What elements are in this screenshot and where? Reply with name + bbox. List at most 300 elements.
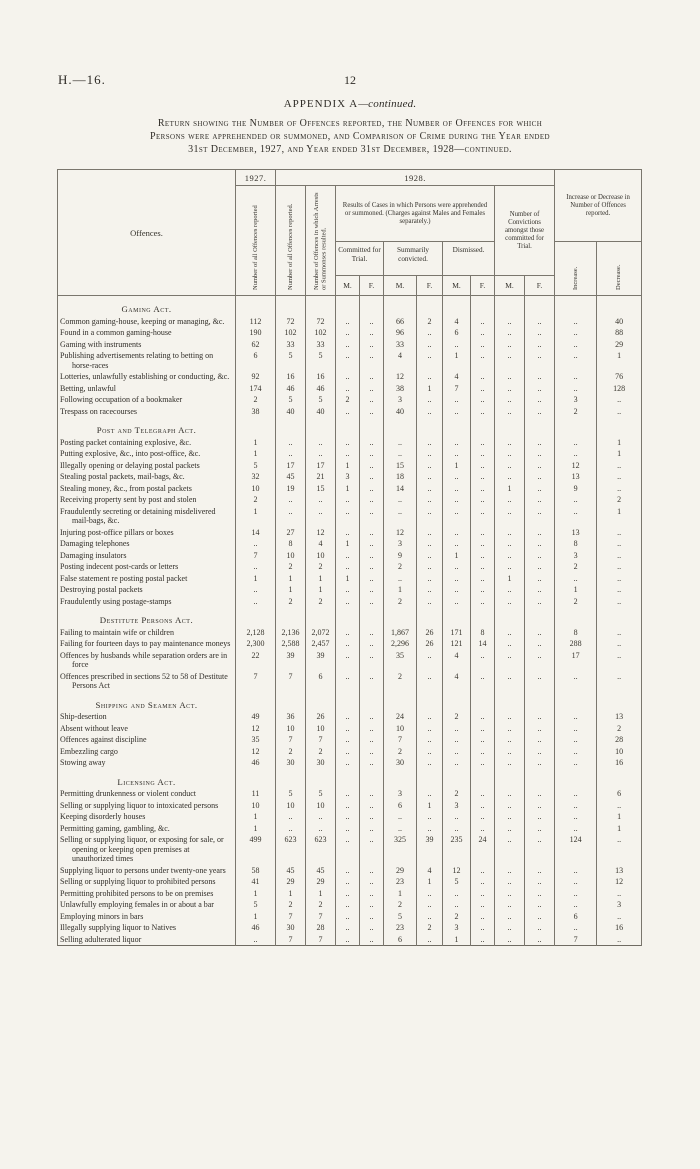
table-row <box>58 865 642 877</box>
empty-cell <box>525 607 555 627</box>
col-subgroup-committed-for-trial: Committed for Trial. <box>336 242 384 276</box>
cell-value: .. <box>236 584 276 596</box>
cell-value: .. <box>443 823 471 835</box>
empty-cell <box>236 607 276 627</box>
cell-value: 13 <box>555 471 597 483</box>
cell-value: .. <box>525 561 555 573</box>
cell-value: .. <box>306 823 336 835</box>
cell-value: 1 <box>276 584 306 596</box>
cell-value: .. <box>443 483 471 495</box>
offence-name: Failing for fourteen days to pay maintenance moneys <box>58 638 236 650</box>
cell-value: .. <box>336 339 360 351</box>
col-header-offences: Offences. <box>58 170 236 296</box>
cell-value: 13 <box>597 711 642 723</box>
cell-value: .. <box>555 506 597 527</box>
cell-value: .. <box>495 538 525 550</box>
cell-value: .. <box>471 350 495 371</box>
cell-value: 4 <box>384 350 417 371</box>
empty-cell <box>384 417 417 437</box>
section-header-row <box>58 769 642 789</box>
offence-name: Damaging insulators <box>58 550 236 562</box>
cell-value: 22 <box>236 650 276 671</box>
table-row <box>58 934 642 946</box>
cell-value: .. <box>384 448 417 460</box>
cell-value: .. <box>495 550 525 562</box>
cell-value: .. <box>525 406 555 418</box>
cell-value: .. <box>525 911 555 923</box>
cell-value: .. <box>417 671 443 692</box>
table-row <box>58 746 642 758</box>
cell-value: .. <box>555 876 597 888</box>
cell-value: .. <box>495 506 525 527</box>
empty-cell <box>443 607 471 627</box>
cell-value: .. <box>471 327 495 339</box>
cell-value: 102 <box>306 327 336 339</box>
cell-value: 10 <box>306 723 336 735</box>
empty-cell <box>443 692 471 712</box>
cell-value: .. <box>443 888 471 900</box>
cell-value: 26 <box>306 711 336 723</box>
cell-value: 6 <box>306 671 336 692</box>
cell-value: 12 <box>236 723 276 735</box>
cell-value: 35 <box>384 650 417 671</box>
cell-value: 1 <box>495 573 525 585</box>
cell-value: 7 <box>306 934 336 946</box>
cell-value: 24 <box>471 834 495 865</box>
cell-value: .. <box>525 800 555 812</box>
offence-name: Offences against discipline <box>58 734 236 746</box>
cell-value: 28 <box>597 734 642 746</box>
empty-cell <box>336 692 360 712</box>
cell-value: 2,300 <box>236 638 276 650</box>
empty-cell <box>276 769 306 789</box>
cell-value: 1 <box>597 437 642 449</box>
empty-cell <box>360 417 384 437</box>
table-row <box>58 316 642 328</box>
cell-value: .. <box>306 448 336 460</box>
cell-value: .. <box>336 899 360 911</box>
cell-value: .. <box>471 339 495 351</box>
empty-cell <box>360 692 384 712</box>
table-row <box>58 406 642 418</box>
empty-cell <box>336 417 360 437</box>
cell-value: 2 <box>384 746 417 758</box>
cell-value: .. <box>417 650 443 671</box>
empty-cell <box>384 296 417 316</box>
table-row <box>58 888 642 900</box>
cell-value: 76 <box>597 371 642 383</box>
offence-name: Injuring post-office pillars or boxes <box>58 527 236 539</box>
cell-value: 36 <box>276 711 306 723</box>
table-row <box>58 876 642 888</box>
cell-value: .. <box>417 494 443 506</box>
cell-value: 2 <box>443 911 471 923</box>
cell-value: .. <box>525 471 555 483</box>
cell-value: .. <box>555 383 597 395</box>
cell-value: .. <box>471 596 495 608</box>
cell-value: 30 <box>276 757 306 769</box>
cell-value: .. <box>555 899 597 911</box>
cell-value: .. <box>360 527 384 539</box>
cell-value: 4 <box>443 650 471 671</box>
cell-value: .. <box>276 448 306 460</box>
cell-value: 29 <box>276 876 306 888</box>
cell-value: .. <box>360 788 384 800</box>
cell-value: .. <box>495 650 525 671</box>
cell-value: 45 <box>276 865 306 877</box>
cell-value: .. <box>336 671 360 692</box>
cell-value: 16 <box>597 922 642 934</box>
cell-value: .. <box>360 538 384 550</box>
table-row <box>58 561 642 573</box>
cell-value: 23 <box>384 876 417 888</box>
table-row <box>58 757 642 769</box>
cell-value: .. <box>597 911 642 923</box>
cell-value: .. <box>417 460 443 472</box>
cell-value: .. <box>384 573 417 585</box>
cell-value: 12 <box>597 876 642 888</box>
cell-value: 40 <box>276 406 306 418</box>
table-row <box>58 371 642 383</box>
cell-value: .. <box>495 823 525 835</box>
table-row <box>58 471 642 483</box>
cell-value: 7 <box>384 734 417 746</box>
empty-cell <box>360 769 384 789</box>
cell-value: .. <box>525 350 555 371</box>
cell-value: .. <box>417 483 443 495</box>
cell-value: 4 <box>417 865 443 877</box>
cell-value: 124 <box>555 834 597 865</box>
cell-value: .. <box>525 671 555 692</box>
cell-value: 112 <box>236 316 276 328</box>
cell-value: .. <box>597 671 642 692</box>
table-row <box>58 788 642 800</box>
offence-name: Damaging telephones <box>58 538 236 550</box>
cell-value: .. <box>555 350 597 371</box>
empty-cell <box>525 692 555 712</box>
offence-name: Employing minors in bars <box>58 911 236 923</box>
cell-value: .. <box>525 538 555 550</box>
cell-value: .. <box>555 339 597 351</box>
cell-value: .. <box>360 650 384 671</box>
cell-value: .. <box>417 746 443 758</box>
cell-value: .. <box>555 723 597 735</box>
empty-cell <box>384 769 417 789</box>
cell-value: .. <box>525 638 555 650</box>
empty-cell <box>555 769 597 789</box>
cell-value: 1 <box>443 350 471 371</box>
cell-value: .. <box>443 596 471 608</box>
cell-value: 72 <box>276 316 306 328</box>
cell-value: .. <box>417 437 443 449</box>
cell-value: 10 <box>597 746 642 758</box>
cell-value: 7 <box>555 934 597 946</box>
cell-value: 1 <box>417 383 443 395</box>
cell-value: 2 <box>276 746 306 758</box>
cell-value: .. <box>525 327 555 339</box>
cell-value: .. <box>495 471 525 483</box>
cell-value: 3 <box>384 788 417 800</box>
cell-value: 7 <box>443 383 471 395</box>
cell-value: .. <box>471 723 495 735</box>
cell-value: 2 <box>597 723 642 735</box>
cell-value: 29 <box>384 865 417 877</box>
offence-name: Offences prescribed in sections 52 to 58 of Destitute Persons Act <box>58 671 236 692</box>
cell-value: 12 <box>443 865 471 877</box>
cell-value: 2 <box>276 899 306 911</box>
empty-cell <box>597 417 642 437</box>
offence-name: Failing to maintain wife or children <box>58 627 236 639</box>
cell-value: .. <box>471 671 495 692</box>
cell-value: 5 <box>306 394 336 406</box>
cell-value: .. <box>360 383 384 395</box>
offence-name: Putting explosive, &c., into post-office, &c. <box>58 448 236 460</box>
cell-value: 24 <box>384 711 417 723</box>
section-header-row <box>58 607 642 627</box>
cell-value: 6 <box>384 934 417 946</box>
cell-value: 2 <box>555 596 597 608</box>
empty-cell <box>306 769 336 789</box>
cell-value: 1 <box>555 584 597 596</box>
cell-value: .. <box>336 734 360 746</box>
cell-value: .. <box>360 911 384 923</box>
cell-value: 1 <box>443 934 471 946</box>
cell-value: .. <box>495 934 525 946</box>
cell-value: 190 <box>236 327 276 339</box>
empty-cell <box>276 692 306 712</box>
cell-value: 1 <box>236 448 276 460</box>
cell-value: 17 <box>555 650 597 671</box>
cell-value: .. <box>495 865 525 877</box>
cell-value: 10 <box>306 800 336 812</box>
cell-value: .. <box>495 876 525 888</box>
cell-value: .. <box>597 471 642 483</box>
cell-value: .. <box>417 584 443 596</box>
cell-value: 1 <box>597 811 642 823</box>
cell-value: .. <box>443 437 471 449</box>
cell-value: .. <box>336 711 360 723</box>
cell-value: .. <box>360 834 384 865</box>
cell-value: .. <box>360 899 384 911</box>
cell-value: 2 <box>306 899 336 911</box>
cell-value: 23 <box>384 922 417 934</box>
vertical-label: Number of all Offences reported. <box>286 203 294 290</box>
cell-value: .. <box>495 911 525 923</box>
col-header-committed-female: F. <box>360 276 384 296</box>
cell-value: .. <box>443 448 471 460</box>
col-header-committed-male: M. <box>336 276 360 296</box>
cell-value: .. <box>417 350 443 371</box>
cell-value: .. <box>276 506 306 527</box>
cell-value: .. <box>597 527 642 539</box>
cell-value: 3 <box>443 800 471 812</box>
cell-value: .. <box>471 746 495 758</box>
empty-cell <box>495 607 525 627</box>
cell-value: 5 <box>236 460 276 472</box>
cell-value: .. <box>360 394 384 406</box>
cell-value: .. <box>471 538 495 550</box>
cell-value: .. <box>555 823 597 835</box>
cell-value: .. <box>384 811 417 823</box>
empty-cell <box>306 417 336 437</box>
cell-value: .. <box>471 383 495 395</box>
cell-value: 7 <box>236 671 276 692</box>
cell-value: .. <box>525 316 555 328</box>
empty-cell <box>336 607 360 627</box>
cell-value: .. <box>360 723 384 735</box>
offence-name: Betting, unlawful <box>58 383 236 395</box>
offence-name: Embezzling cargo <box>58 746 236 758</box>
cell-value: .. <box>443 757 471 769</box>
cell-value: .. <box>276 437 306 449</box>
empty-cell <box>306 296 336 316</box>
cell-value: .. <box>495 561 525 573</box>
cell-value: .. <box>525 757 555 769</box>
cell-value: .. <box>336 406 360 418</box>
cell-value: .. <box>384 823 417 835</box>
cell-value: 10 <box>306 550 336 562</box>
cell-value: 2 <box>555 406 597 418</box>
cell-value: 29 <box>597 339 642 351</box>
offence-name: Offences by husbands while separation orders are in force <box>58 650 236 671</box>
offence-name: Fraudulently using postage-stamps <box>58 596 236 608</box>
col-header-convictions-female: F. <box>525 276 555 296</box>
cell-value: 5 <box>236 899 276 911</box>
empty-cell <box>276 607 306 627</box>
cell-value: .. <box>336 800 360 812</box>
empty-cell <box>306 607 336 627</box>
offence-name: Absent without leave <box>58 723 236 735</box>
cell-value: .. <box>360 350 384 371</box>
empty-cell <box>597 607 642 627</box>
cell-value: .. <box>597 394 642 406</box>
empty-cell <box>417 607 443 627</box>
cell-value: .. <box>597 573 642 585</box>
cell-value: 10 <box>384 723 417 735</box>
cell-value: 2 <box>236 494 276 506</box>
cell-value: 1 <box>417 876 443 888</box>
empty-cell <box>236 296 276 316</box>
cell-value: .. <box>471 788 495 800</box>
cell-value: 38 <box>384 383 417 395</box>
offence-name: Lotteries, unlawfully establishing or conducting, &c. <box>58 371 236 383</box>
cell-value: 17 <box>276 460 306 472</box>
cell-value: 2 <box>597 494 642 506</box>
cell-value: .. <box>236 538 276 550</box>
offence-name: Common gaming-house, keeping or managing, &c. <box>58 316 236 328</box>
cell-value: 15 <box>384 460 417 472</box>
cell-value: .. <box>360 316 384 328</box>
cell-value: .. <box>384 494 417 506</box>
cell-value: .. <box>443 723 471 735</box>
cell-value: 32 <box>236 471 276 483</box>
cell-value: .. <box>443 734 471 746</box>
cell-value: 2 <box>236 394 276 406</box>
cell-value: 8 <box>276 538 306 550</box>
cell-value: .. <box>360 506 384 527</box>
empty-cell <box>417 692 443 712</box>
cell-value: 39 <box>417 834 443 865</box>
offence-name: Illegally supplying liquor to Natives <box>58 922 236 934</box>
cell-value: 7 <box>276 734 306 746</box>
empty-cell <box>555 607 597 627</box>
cell-value: 30 <box>276 922 306 934</box>
cell-value: 10 <box>236 483 276 495</box>
cell-value: 17 <box>306 460 336 472</box>
cell-value: .. <box>471 561 495 573</box>
empty-cell <box>384 607 417 627</box>
offence-name: Permitting drunkenness or violent conduct <box>58 788 236 800</box>
cell-value: 4 <box>443 371 471 383</box>
cell-value: .. <box>443 527 471 539</box>
cell-value: .. <box>555 448 597 460</box>
cell-value: 46 <box>236 922 276 934</box>
cell-value: .. <box>525 865 555 877</box>
cell-value: .. <box>336 888 360 900</box>
cell-value: .. <box>384 506 417 527</box>
cell-value: .. <box>495 834 525 865</box>
offence-name: Publishing advertisements relating to betting on horse-races <box>58 350 236 371</box>
cell-value: 1 <box>417 800 443 812</box>
cell-value: .. <box>525 823 555 835</box>
cell-value: .. <box>276 823 306 835</box>
cell-value: .. <box>417 327 443 339</box>
cell-value: .. <box>443 494 471 506</box>
cell-value: .. <box>525 437 555 449</box>
cell-value: .. <box>360 371 384 383</box>
cell-value: .. <box>384 437 417 449</box>
cell-value: .. <box>525 734 555 746</box>
cell-value: .. <box>360 934 384 946</box>
cell-value: 128 <box>597 383 642 395</box>
cell-value: 7 <box>276 911 306 923</box>
cell-value: 96 <box>384 327 417 339</box>
section-title: Gaming Act. <box>58 296 236 316</box>
offence-name: Supplying liquor to persons under twenty-one years <box>58 865 236 877</box>
cell-value: .. <box>471 371 495 383</box>
return-title-line-3: 31st December, 1927, and Year ended 31st December, 1928—continued. <box>188 144 512 155</box>
empty-cell <box>417 296 443 316</box>
vertical-label: Decrease. <box>615 264 623 290</box>
cell-value: 40 <box>597 316 642 328</box>
cell-value: .. <box>276 811 306 823</box>
cell-value: .. <box>597 561 642 573</box>
cell-value: .. <box>597 584 642 596</box>
cell-value: .. <box>360 711 384 723</box>
cell-value: .. <box>336 811 360 823</box>
cell-value: .. <box>336 506 360 527</box>
cell-value: 46 <box>276 383 306 395</box>
offence-name: Keeping disorderly houses <box>58 811 236 823</box>
cell-value: .. <box>471 471 495 483</box>
cell-value: .. <box>471 888 495 900</box>
cell-value: .. <box>525 934 555 946</box>
cell-value: .. <box>495 922 525 934</box>
table-row <box>58 834 642 865</box>
cell-value: 7 <box>236 550 276 562</box>
cell-value: .. <box>525 584 555 596</box>
cell-value: .. <box>597 888 642 900</box>
empty-cell <box>597 692 642 712</box>
cell-value: .. <box>471 711 495 723</box>
cell-value: .. <box>336 327 360 339</box>
cell-value: 88 <box>597 327 642 339</box>
cell-value: 14 <box>236 527 276 539</box>
table-row <box>58 460 642 472</box>
cell-value: .. <box>360 800 384 812</box>
cell-value: 16 <box>276 371 306 383</box>
offence-name: Selling or supplying liquor to intoxicated persons <box>58 800 236 812</box>
